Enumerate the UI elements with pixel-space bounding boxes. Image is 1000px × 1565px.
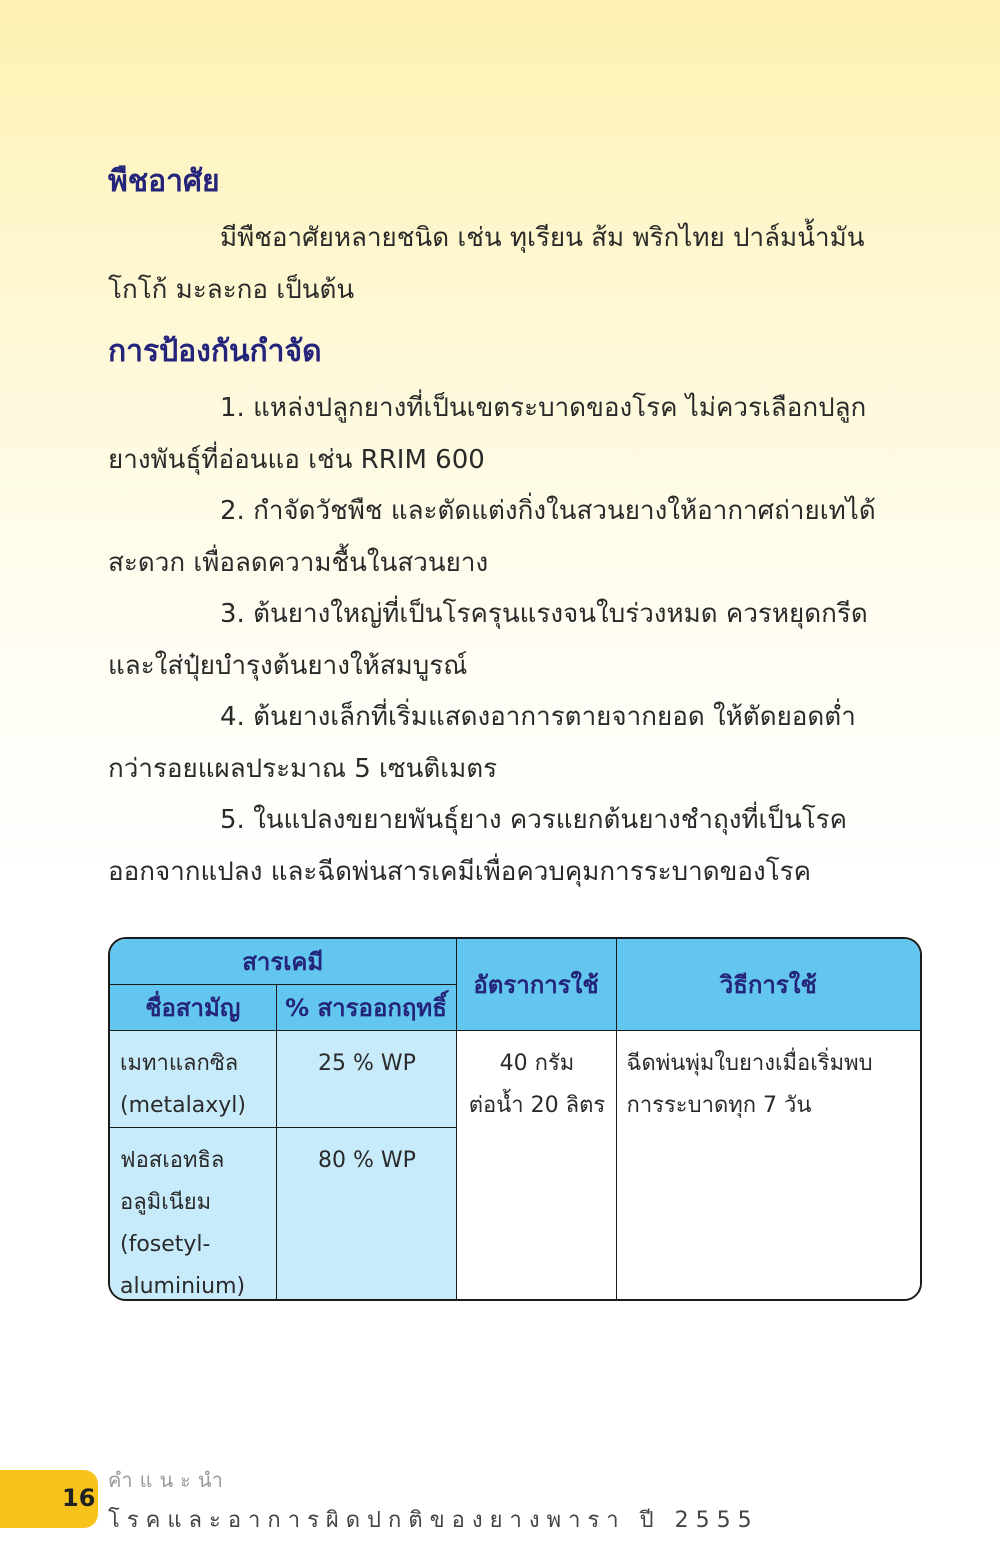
page-number: 16 bbox=[62, 1484, 96, 1512]
header-active-percent: % สารออกฤทธิ์ bbox=[276, 984, 456, 1030]
chemical-name-line: (metalaxyl) bbox=[120, 1092, 246, 1118]
host-plants-heading: พืชอาศัย bbox=[108, 164, 220, 199]
footer-subtitle: คำแนะนำ bbox=[108, 1468, 230, 1492]
chemical-table bbox=[108, 937, 922, 1301]
chemical-name-line: aluminium) bbox=[120, 1273, 246, 1299]
measure-item-1 bbox=[108, 382, 923, 486]
measure-item-4 bbox=[108, 691, 923, 795]
active-percent-cell: 25 % WP bbox=[276, 1030, 456, 1127]
footer-book-title: โรคและอาการผิดปกติของยางพารา ปี 2555 bbox=[108, 1508, 759, 1533]
measure-line2: ยางพันธุ์ที่อ่อนแอ เช่น RRIM 600 bbox=[108, 445, 485, 475]
measure-line2: ออกจากแปลง และฉีดพ่นสารเคมีเพื่อควบคุมการระบาดของโรค bbox=[108, 857, 812, 887]
rate-line: 40 กรัม bbox=[499, 1050, 575, 1076]
chemical-name-line: อลูมิเนียม bbox=[120, 1189, 212, 1215]
measure-line2: สะดวก เพื่อลดความชื้นในสวนยาง bbox=[108, 548, 489, 578]
header-rate: อัตราการใช้ bbox=[456, 939, 616, 1030]
control-heading: การป้องกันกำจัด bbox=[108, 334, 322, 369]
measure-line1: 3. ต้นยางใหญ่ที่เป็นโรครุนแรงจนใบร่วงหมด ควรหยุดกรีด bbox=[220, 599, 868, 629]
active-percent-cell: 80 % WP bbox=[276, 1127, 456, 1301]
chemical-name-cell bbox=[110, 1030, 276, 1127]
chemical-name-line: เมทาแลกซิล bbox=[120, 1050, 239, 1076]
chemical-name-cell bbox=[110, 1127, 276, 1301]
measure-line1: 4. ต้นยางเล็กที่เริ่มแสดงอาการตายจากยอด ให้ตัดยอดต่ำ bbox=[220, 702, 856, 732]
measure-item-3 bbox=[108, 588, 923, 692]
measure-line1: 2. กำจัดวัชพืช และตัดแต่งกิ่งในสวนยางให้อากาศถ่ายเทได้ bbox=[220, 496, 876, 526]
measure-line2: กว่ารอยแผลประมาณ 5 เซนติเมตร bbox=[108, 754, 498, 784]
measure-item-2 bbox=[108, 485, 923, 589]
host-plants-line1: มีพืชอาศัยหลายชนิด เช่น ทุเรียน ส้ม พริกไทย ปาล์มน้ำมัน bbox=[220, 223, 865, 253]
header-chemical: สารเคมี bbox=[110, 939, 456, 984]
measure-line1: 1. แหล่งปลูกยางที่เป็นเขตระบาดของโรค ไม่ควรเลือกปลูก bbox=[220, 393, 867, 423]
measure-item-5 bbox=[108, 794, 923, 898]
method-line: ฉีดพ่นพุ่มใบยางเมื่อเริ่มพบ bbox=[626, 1050, 873, 1076]
host-plants-paragraph bbox=[108, 212, 923, 316]
measure-line1: 5. ในแปลงขยายพันธุ์ยาง ควรแยกต้นยางชำถุงที่เป็นโรค bbox=[220, 805, 848, 835]
header-common-name: ชื่อสามัญ bbox=[110, 984, 276, 1030]
rate-cell bbox=[456, 1030, 616, 1301]
measure-line2: และใส่ปุ๋ยบำรุงต้นยางให้สมบูรณ์ bbox=[108, 651, 468, 681]
method-line: การระบาดทุก 7 วัน bbox=[626, 1092, 812, 1118]
rate-line: ต่อน้ำ 20 ลิตร bbox=[468, 1092, 606, 1118]
chemical-name-line: ฟอสเอทธิล bbox=[120, 1147, 225, 1173]
chemical-name-line: (fosetyl- bbox=[120, 1231, 211, 1257]
host-plants-line2: โกโก้ มะละกอ เป็นต้น bbox=[108, 275, 355, 305]
header-method: วิธีการใช้ bbox=[616, 939, 920, 1030]
method-cell bbox=[616, 1030, 920, 1301]
